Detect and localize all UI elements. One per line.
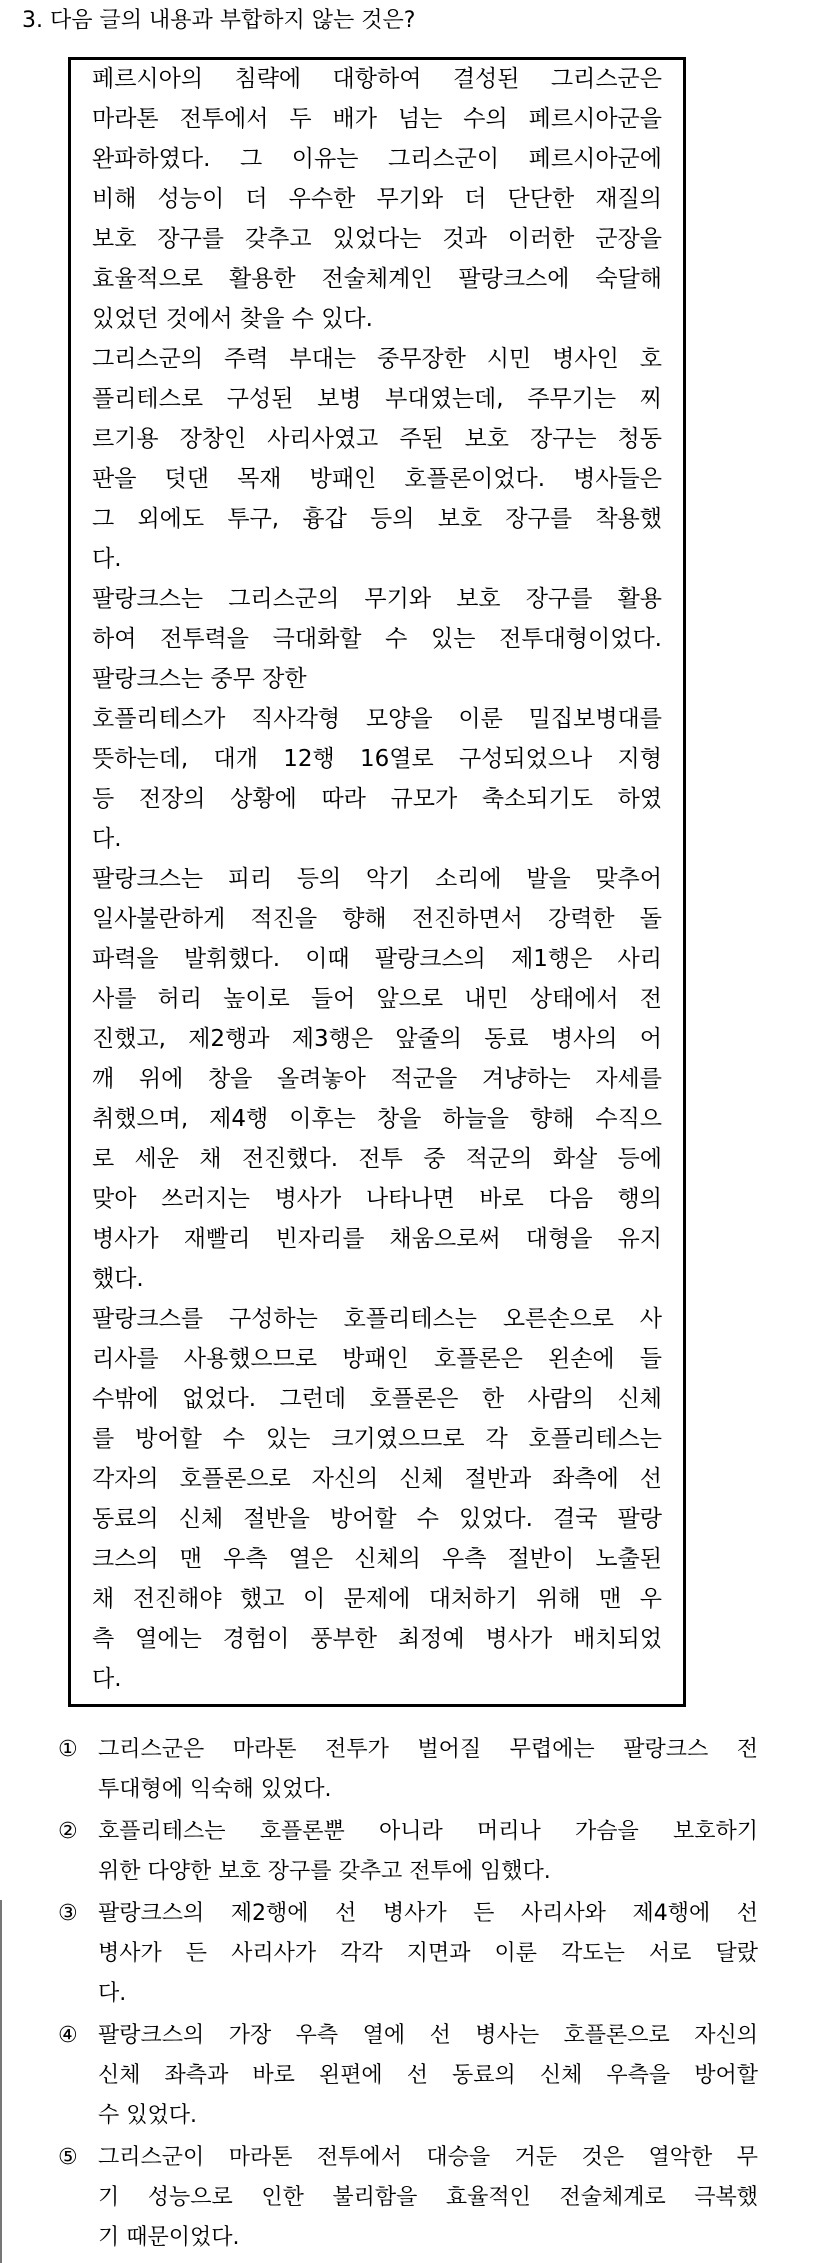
passage-line: 취했으며, 제4행 이후는 창을 하늘을 향해 수직으 (92, 1106, 662, 1132)
passage-paragraph (92, 579, 662, 699)
passage-line: 팔랑크스는 중무 장한 (92, 666, 307, 692)
choice-text-line: 위한 다양한 보호 장구를 갖추고 전투에 임했다. (98, 1859, 551, 1884)
passage-line: 그 외에도 투구, 흉갑 등의 보호 장구를 착용했 (92, 506, 662, 532)
question-title: 3. 다음 글의 내용과 부합하지 않는 것은? (22, 8, 416, 33)
choice-text-line: 호플리테스는 호플론뿐 아니라 머리나 가슴을 보호하기 (98, 1819, 758, 1844)
passage-line: 했다. (92, 1266, 144, 1292)
passage-line: 보호 장구를 갖추고 있었다는 것과 이러한 군장을 (92, 226, 662, 252)
passage-paragraph (92, 59, 662, 339)
passage-line: 페르시아의 침략에 대항하여 결성된 그리스군은 (92, 66, 662, 92)
passage-line: 마라톤 전투에서 두 배가 넘는 수의 페르시아군을 (92, 106, 662, 132)
choice-text-line: 수 있었다. (98, 2103, 197, 2128)
passage-line: 뜻하는데, 대개 12행 16열로 구성되었으나 지형 (92, 746, 662, 772)
choice-number: ④ (58, 2023, 78, 2048)
passage-line: 일사불란하게 적진을 향해 전진하면서 강력한 돌 (92, 906, 662, 932)
passage-line: 팔랑크스를 구성하는 호플리테스는 오른손으로 사 (92, 1306, 662, 1332)
choice-number: ③ (58, 1901, 78, 1926)
passage-line: 로 세운 채 전진했다. 전투 중 적군의 화살 등에 (92, 1146, 662, 1172)
passage-line: 호플리테스가 직사각형 모양을 이룬 밀집보병대를 (92, 706, 662, 732)
passage-line: 판을 덧댄 목재 방패인 호플론이었다. 병사들은 (92, 466, 662, 492)
passage-line: 효율적으로 활용한 전술체계인 팔랑크스에 숙달해 (92, 266, 662, 292)
left-divider (0, 1900, 2, 2263)
passage-line: 진했고, 제2행과 제3행은 앞줄의 동료 병사의 어 (92, 1026, 662, 1052)
passage-line: 하여 전투력을 극대화할 수 있는 전투대형이었다. (92, 626, 662, 652)
choice-number: ② (58, 1819, 78, 1844)
choice-text-line: 팔랑크스의 가장 우측 열에 선 병사는 호플론으로 자신의 (98, 2023, 758, 2048)
passage-line: 병사가 재빨리 빈자리를 채움으로써 대형을 유지 (92, 1226, 662, 1252)
passage-line: 채 전진해야 했고 이 문제에 대처하기 위해 맨 우 (92, 1586, 662, 1612)
choice-text-line: 투대형에 익숙해 있었다. (98, 1777, 332, 1802)
passage-line: 사를 허리 높이로 들어 앞으로 내민 상태에서 전 (92, 986, 662, 1012)
choice-number: ① (58, 1737, 78, 1762)
choice-text-line: 병사가 든 사리사가 각각 지면과 이룬 각도는 서로 달랐 (98, 1941, 758, 1966)
choice-text-line: 그리스군은 마라톤 전투가 벌어질 무렵에는 팔랑크스 전 (98, 1737, 758, 1762)
choice-option-1[interactable] (58, 1730, 758, 1810)
passage-line: 깨 위에 창을 올려놓아 적군을 겨냥하는 자세를 (92, 1066, 662, 1092)
passage-line: 다. (92, 1666, 122, 1692)
passage-line: 플리테스로 구성된 보병 부대였는데, 주무기는 찌 (92, 386, 662, 412)
passage-line: 각자의 호플론으로 자신의 신체 절반과 좌측에 선 (92, 1466, 662, 1492)
passage-paragraph (92, 1299, 662, 1699)
passage-line: 리사를 사용했으므로 방패인 호플론은 왼손에 들 (92, 1346, 662, 1372)
passage-line: 를 방어할 수 있는 크기였으므로 각 호플리테스는 (92, 1426, 662, 1452)
choice-text-line: 기 성능으로 인한 불리함을 효율적인 전술체계로 극복했 (98, 2185, 758, 2210)
passage-line: 있었던 것에서 찾을 수 있다. (92, 306, 373, 332)
passage-line: 팔랑크스는 피리 등의 악기 소리에 발을 맞추어 (92, 866, 662, 892)
passage-line: 등 전장의 상황에 따라 규모가 축소되기도 하였 (92, 786, 662, 812)
passage-paragraph (92, 859, 662, 1299)
choice-text-line: 기 때문이었다. (98, 2225, 240, 2250)
passage (92, 59, 662, 1699)
passage-line: 크스의 맨 우측 열은 신체의 우측 절반이 노출된 (92, 1546, 662, 1572)
passage-line: 맞아 쓰러지는 병사가 나타나면 바로 다음 행의 (92, 1186, 662, 1212)
passage-line: 파력을 발휘했다. 이때 팔랑크스의 제1행은 사리 (92, 946, 662, 972)
choice-text-line: 다. (98, 1981, 127, 2006)
passage-line: 비해 성능이 더 우수한 무기와 더 단단한 재질의 (92, 186, 662, 212)
choice-text-line: 팔랑크스의 제2행에 선 병사가 든 사리사와 제4행에 선 (98, 1901, 758, 1926)
passage-line: 완파하였다. 그 이유는 그리스군이 페르시아군에 (92, 146, 662, 172)
choice-option-3[interactable] (58, 1894, 758, 2014)
passage-line: 다. (92, 546, 122, 572)
passage-line: 동료의 신체 절반을 방어할 수 있었다. 결국 팔랑 (92, 1506, 662, 1532)
choice-number: ⑤ (58, 2145, 78, 2170)
passage-line: 팔랑크스는 그리스군의 무기와 보호 장구를 활용 (92, 586, 662, 612)
answer-choices (58, 1730, 758, 2258)
passage-line: 측 열에는 경험이 풍부한 최정예 병사가 배치되었 (92, 1626, 662, 1652)
choice-option-2[interactable] (58, 1812, 758, 1892)
passage-paragraph (92, 699, 662, 859)
choice-option-4[interactable] (58, 2016, 758, 2136)
choice-text-line: 그리스군이 마라톤 전투에서 대승을 거둔 것은 열악한 무 (98, 2145, 758, 2170)
passage-line: 르기용 장창인 사리사였고 주된 보호 장구는 청동 (92, 426, 662, 452)
passage-line: 수밖에 없었다. 그런데 호플론은 한 사람의 신체 (92, 1386, 662, 1412)
choice-text-line: 신체 좌측과 바로 왼편에 선 동료의 신체 우측을 방어할 (98, 2063, 758, 2088)
passage-paragraph (92, 339, 662, 579)
choice-option-5[interactable] (58, 2138, 758, 2258)
passage-line: 그리스군의 주력 부대는 중무장한 시민 병사인 호 (92, 346, 662, 372)
passage-line: 다. (92, 826, 122, 852)
